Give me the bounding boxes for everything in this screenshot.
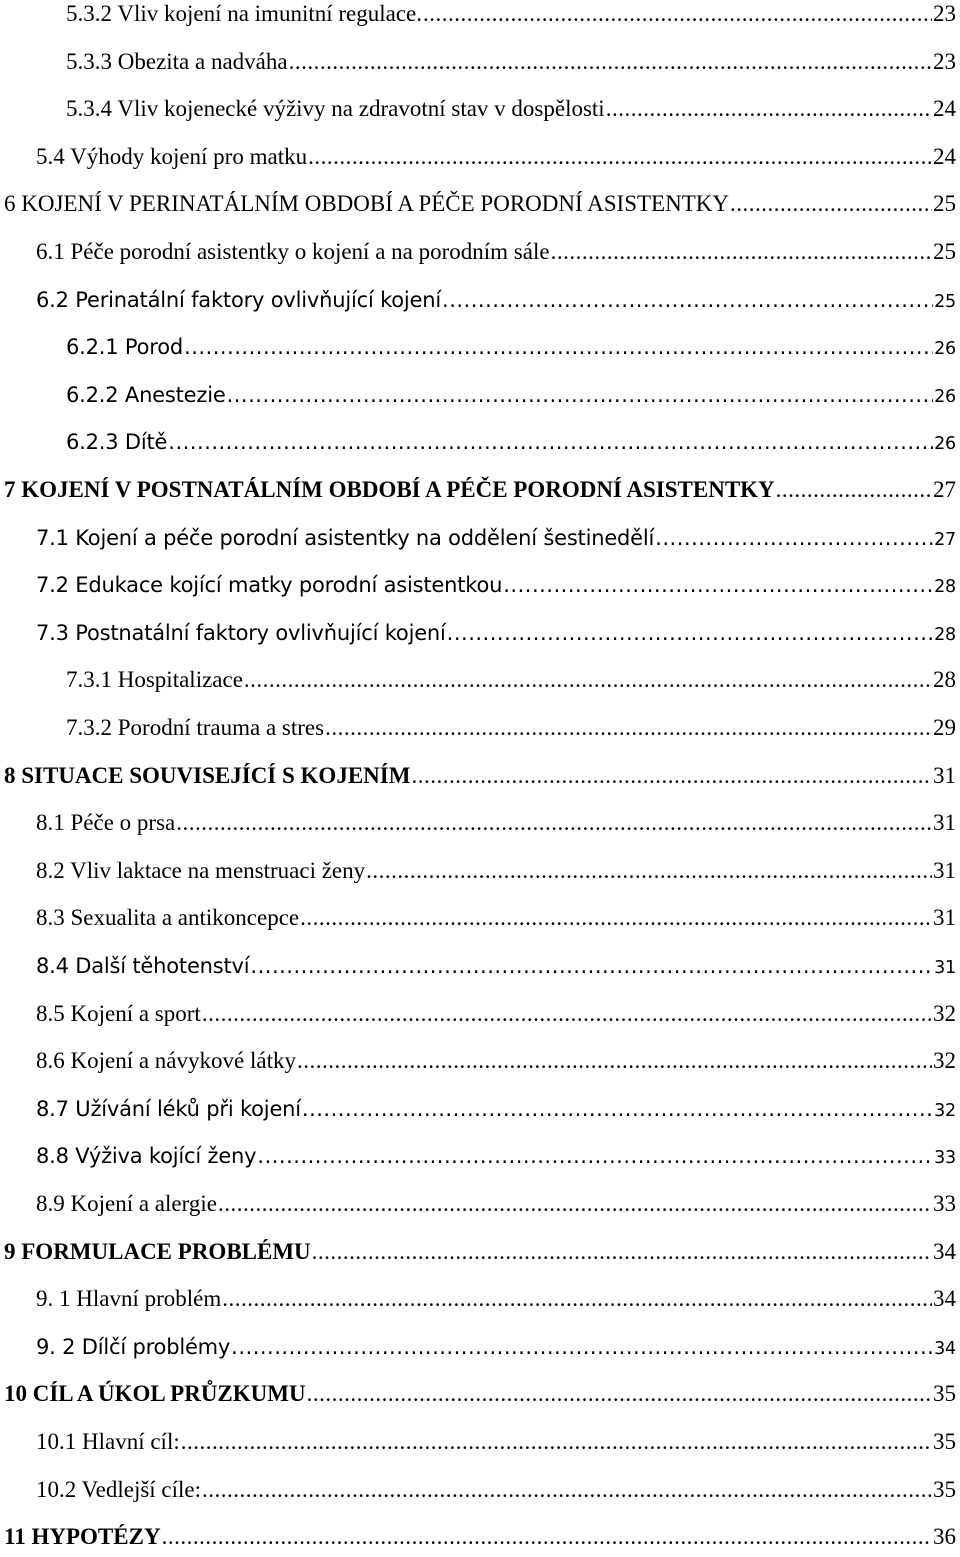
toc-entry-page-number: 35 xyxy=(933,1476,956,1502)
toc-entry-page-number: 36 xyxy=(933,1524,956,1550)
toc-entry-title: 8.5 Kojení a sport xyxy=(36,1000,201,1026)
dot-leader xyxy=(202,1470,932,1510)
toc-entry-title: 8.7 Užívání léků při kojení xyxy=(36,1096,301,1121)
toc-entry-page-number: 29 xyxy=(933,715,956,740)
toc-entry[interactable] xyxy=(36,232,956,272)
toc-entry-page-number: 25 xyxy=(933,191,956,217)
dot-leader xyxy=(325,708,932,748)
toc-entry-title: 10 CÍL A ÚKOL PRŮZKUMU xyxy=(4,1381,306,1407)
dot-leader xyxy=(218,1184,932,1224)
toc-entry[interactable] xyxy=(36,994,956,1034)
toc-entry-page-number: 33 xyxy=(934,1148,956,1169)
toc-entry-title: 7.1 Kojení a péče porodní asistentky na oddělení šestinedělí xyxy=(36,525,655,550)
toc-entry-page-number: 26 xyxy=(934,339,956,360)
toc-entry-page-number: 24 xyxy=(933,96,956,122)
toc-entry[interactable] xyxy=(36,851,956,891)
toc-entry[interactable] xyxy=(4,470,956,510)
toc-entry[interactable] xyxy=(36,1041,956,1081)
toc-entry[interactable] xyxy=(66,0,956,34)
dot-leader xyxy=(222,1279,932,1319)
toc-entry-page-number: 31 xyxy=(934,958,956,978)
toc-entry-page-number: 33 xyxy=(933,1191,956,1216)
toc-entry[interactable] xyxy=(36,565,956,605)
toc-entry[interactable] xyxy=(36,898,956,938)
toc-entry-title: 8.1 Péče o prsa xyxy=(36,810,176,836)
toc-entry-page-number: 25 xyxy=(934,291,956,312)
toc-entry[interactable] xyxy=(66,327,956,367)
dot-leader xyxy=(307,1374,932,1414)
toc-entry-title: 6.2.1 Porod xyxy=(66,335,184,360)
dot-leader xyxy=(162,1517,932,1557)
toc-entry-page-number: 32 xyxy=(934,1100,956,1121)
dot-leader xyxy=(302,1089,933,1129)
toc-entry-title: 7 KOJENÍ V POSTNATÁLNÍM OBDOBÍ A PÉČE PORODNÍ ASISTENTKY xyxy=(4,477,775,502)
toc-entry-title: 7.3.1 Hospitalizace xyxy=(66,667,243,693)
toc-entry-title: 8.6 Kojení a návykové látky xyxy=(36,1048,296,1074)
toc-entry[interactable] xyxy=(36,613,956,653)
dot-leader xyxy=(300,898,932,938)
dot-leader xyxy=(184,327,933,367)
toc-entry[interactable] xyxy=(66,422,956,462)
toc-entry-page-number: 23 xyxy=(933,48,956,74)
toc-entry[interactable] xyxy=(66,708,956,748)
toc-entry-page-number: 31 xyxy=(933,857,956,883)
dot-leader xyxy=(181,1422,932,1462)
toc-entry[interactable] xyxy=(36,1327,956,1367)
dot-leader xyxy=(503,565,933,605)
dot-leader xyxy=(312,1232,932,1272)
toc-entry[interactable] xyxy=(36,1089,956,1129)
dot-leader xyxy=(655,518,933,558)
dot-leader xyxy=(176,803,932,843)
toc-entry-title: 8.9 Kojení a alergie xyxy=(36,1191,217,1216)
toc-entry[interactable] xyxy=(4,1232,956,1272)
toc-entry-page-number: 23 xyxy=(933,1,956,26)
toc-entry-title: 8.2 Vliv laktace na menstruaci ženy xyxy=(36,857,366,883)
toc-entry-page-number: 34 xyxy=(933,1286,956,1312)
toc-entry[interactable] xyxy=(36,280,956,320)
toc-entry-page-number: 28 xyxy=(934,577,956,598)
toc-entry-title: 5.4 Výhody kojení pro matku xyxy=(36,143,308,169)
dot-leader xyxy=(244,660,932,700)
toc-entry[interactable] xyxy=(4,184,956,224)
toc-entry-page-number: 31 xyxy=(933,762,956,788)
toc-entry-title: 9. 2 Dílčí problémy xyxy=(36,1334,231,1359)
toc-entry[interactable] xyxy=(36,1279,956,1319)
toc-entry-title: 5.3.4 Vliv kojenecké výživy na zdravotní stav v dospělosti xyxy=(66,96,605,122)
toc-entry[interactable] xyxy=(36,1184,956,1224)
dot-leader xyxy=(551,232,932,272)
toc-entry-title: 8 SITUACE SOUVISEJÍCÍ S KOJENÍM xyxy=(4,762,411,788)
toc-entry[interactable] xyxy=(36,1136,956,1176)
toc-entry-page-number: 34 xyxy=(933,1238,956,1264)
toc-entry[interactable] xyxy=(4,1517,956,1557)
dot-leader xyxy=(423,0,932,34)
dot-leader xyxy=(442,280,933,320)
dot-leader xyxy=(257,1136,933,1176)
toc-entry[interactable] xyxy=(36,946,956,986)
dot-leader xyxy=(231,1327,933,1367)
toc-entry-page-number: 26 xyxy=(934,434,956,455)
toc-entry-page-number: 32 xyxy=(933,1048,956,1074)
toc-entry-page-number: 25 xyxy=(933,239,956,264)
toc-entry-title: 8.4 Další těhotenství xyxy=(36,954,250,978)
toc-entry-page-number: 28 xyxy=(933,667,956,693)
toc-entry-title: 10.1 Hlavní cíl: xyxy=(36,1429,180,1454)
toc-entry-page-number: 31 xyxy=(933,810,956,836)
toc-entry[interactable] xyxy=(36,1422,956,1462)
dot-leader xyxy=(366,851,932,891)
toc-entry[interactable] xyxy=(66,660,956,700)
toc-entry[interactable] xyxy=(66,42,956,82)
toc-entry-page-number: 35 xyxy=(933,1381,956,1407)
toc-entry-title: 9. 1 Hlavní problém xyxy=(36,1286,222,1312)
toc-entry-title: 6.2 Perinatální faktory ovlivňující kojení xyxy=(36,287,442,312)
toc-entry-title: 9 FORMULACE PROBLÉMU xyxy=(4,1238,311,1264)
dot-leader xyxy=(289,42,932,82)
dot-leader xyxy=(297,1041,932,1081)
dot-leader xyxy=(730,184,932,224)
toc-entry-page-number: 31 xyxy=(933,905,956,931)
toc-entry-page-number: 34 xyxy=(934,1338,956,1359)
dot-leader xyxy=(227,375,934,415)
toc-entry-title: 6.2.3 Dítě xyxy=(66,430,168,455)
dot-leader xyxy=(250,946,933,986)
dot-leader xyxy=(776,470,932,510)
toc-entry[interactable] xyxy=(36,803,956,843)
toc-entry-title: 7.3 Postnatální faktory ovlivňující kojení xyxy=(36,620,446,645)
toc-entry[interactable] xyxy=(36,137,956,177)
toc-entry[interactable] xyxy=(36,1470,956,1510)
toc-entry[interactable] xyxy=(66,89,956,129)
toc-entry-title: 10.2 Vedlejší cíle: xyxy=(36,1476,202,1502)
toc-entry[interactable] xyxy=(4,756,956,796)
toc-entry-page-number: 35 xyxy=(933,1429,956,1454)
dot-leader xyxy=(202,994,932,1034)
dot-leader xyxy=(411,756,932,796)
toc-entry-page-number: 27 xyxy=(933,477,956,502)
toc-entry-page-number: 27 xyxy=(934,529,956,550)
toc-entry-page-number: 24 xyxy=(933,143,956,169)
dot-leader xyxy=(308,137,932,177)
dot-leader xyxy=(168,422,933,462)
toc-entry[interactable] xyxy=(66,375,956,415)
toc-entry-page-number: 26 xyxy=(934,386,956,407)
toc-entry-title: 5.3.3 Obezita a nadváha xyxy=(66,48,288,74)
toc-entry-title: 6 KOJENÍ V PERINATÁLNÍM OBDOBÍ A PÉČE PORODNÍ ASISTENTKY xyxy=(4,191,729,217)
toc-entry[interactable] xyxy=(36,518,956,558)
dot-leader xyxy=(606,89,932,129)
toc-entry-title: 6.1 Péče porodní asistentky o kojení a na porodním sále xyxy=(36,239,550,264)
toc-entry-title: 7.2 Edukace kojící matky porodní asistentkou xyxy=(36,573,503,598)
toc-entry-title: 8.8 Výživa kojící ženy xyxy=(36,1144,257,1169)
toc-entry[interactable] xyxy=(4,1374,956,1414)
toc-entry-title: 11 HYPOTÉZY xyxy=(4,1524,161,1550)
toc-entry-title: 5.3.2 Vliv kojení na imunitní regulace. xyxy=(66,1,423,26)
toc-entry-page-number: 32 xyxy=(933,1000,956,1026)
toc-entry-title: 8.3 Sexualita a antikoncepce xyxy=(36,905,300,931)
toc-entry-page-number: 28 xyxy=(934,624,956,645)
dot-leader xyxy=(447,613,933,653)
toc-entry-title: 7.3.2 Porodní trauma a stres xyxy=(66,715,325,740)
toc-entry-title: 6.2.2 Anestezie xyxy=(66,382,226,407)
